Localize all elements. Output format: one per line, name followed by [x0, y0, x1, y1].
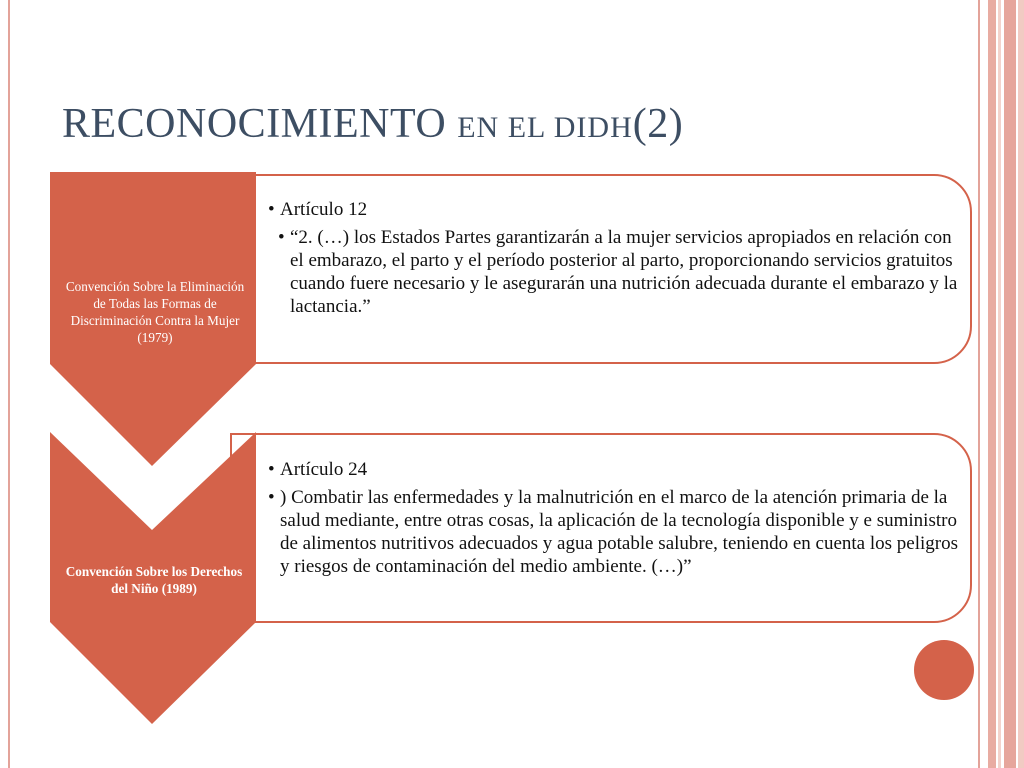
chevron-2-label: Convención Sobre los Derechos del Niño (1989)	[65, 564, 243, 596]
article-quote	[268, 226, 958, 318]
decorative-circle	[914, 640, 974, 700]
article-heading	[268, 198, 958, 221]
article-quote-text: ) Combatir las enfermedades y la malnutrición en el marco de la atención primaria de la salud mediante, entre otras cosas, la aplicación de la tecnología disponible y e suministro de alimentos nutritivos adecuados y agua potable salubre, teniendo en cuenta los peligros y riesgos de contaminación del medio ambiente. (…)”	[280, 487, 958, 577]
chevron-1-label: Convención Sobre la Eliminación de Todas las Formas de Discriminación Contra la Mujer (1979)	[65, 279, 245, 345]
article-quote	[268, 486, 958, 578]
bullet-icon: •	[278, 227, 285, 248]
bullet-icon: •	[268, 199, 275, 220]
title-main: RECONOCIMIENTO	[62, 101, 447, 147]
title-suffix: (2)	[632, 101, 684, 147]
bullet-icon: •	[268, 459, 275, 480]
section-1-text	[268, 198, 958, 318]
title-small-caps: EN EL DIDH	[457, 111, 633, 144]
article-quote-text: “2. (…) los Estados Partes garantizarán a la mujer servicios apropiados en relación con el embarazo, el parto y el período posterior al parto, proporcionando servicios gratuitos cuando fuere necesario y le asegurarán una nutrición adecuada durante el embarazo y la lactancia.”	[290, 227, 958, 317]
article-title: Artículo 24	[280, 459, 368, 480]
article-heading	[268, 458, 958, 481]
bullet-icon: •	[268, 487, 275, 508]
article-title: Artículo 12	[280, 199, 368, 220]
section-2-text	[268, 458, 958, 578]
